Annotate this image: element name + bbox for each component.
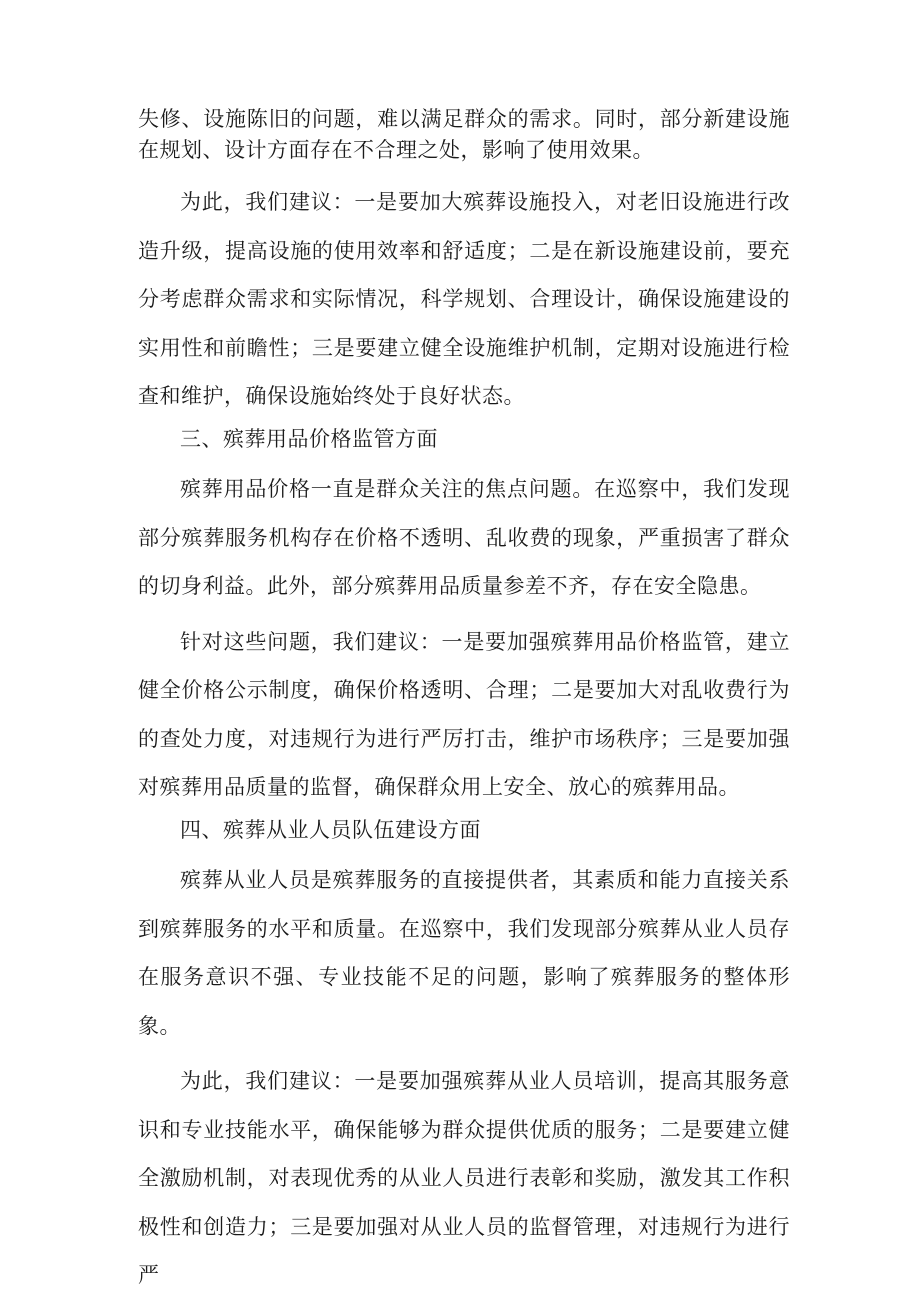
paragraph-staff-suggestions: 为此，我们建议：一是要加强殡葬从业人员培训，提高其服务意识和专业技能水平，确保能够为群众提供优质的服务；二是要建立健全激励机制，对表现优秀的从业人员进行表彰和奖励，激发其工作积极性和创造力；三是要加强对从业人员的监督管理，对违规行为进行严 [138,1069,790,1287]
section-heading-4: 四、殡葬从业人员队伍建设方面 [180,817,481,842]
paragraph-continued-text: 失修、设施陈旧的问题，难以满足群众的需求。同时，部分新建设施在规划、设计方面存在不合理之处，影响了使用效果。 [138,107,790,162]
paragraph-price-suggestions: 针对这些问题，我们建议：一是要加强殡葬用品价格监管，建立健全价格公示制度，确保价格透明、合理；二是要加大对乱收费行为的查处力度，对违规行为进行严厉打击，维护市场秩序；三是要加强对殡葬用品质量的监督，确保群众用上安全、放心的殡葬用品。 [138,629,790,799]
paragraph-facility-suggestions: 为此，我们建议：一是要加大殡葬设施投入，对老旧设施进行改造升级，提高设施的使用效率和舒适度；二是在新设施建设前，要充分考虑群众需求和实际情况，科学规划、合理设计，确保设施建设的实用性和前瞻性；三是要建立健全设施维护机制，定期对设施进行检查和维护，确保设施始终处于良好状态。 [138,190,790,408]
paragraph-price-issues: 殡葬用品价格一直是群众关注的焦点问题。在巡察中，我们发现部分殡葬服务机构存在价格不透明、乱收费的现象，严重损害了群众的切身利益。此外，部分殡葬用品质量参差不齐，存在安全隐患。 [138,477,790,598]
document-page [138,104,790,1300]
continued-paragraph-block [138,104,790,166]
paragraph-staff-issues: 殡葬从业人员是殡葬服务的直接提供者，其素质和能力直接关系到殡葬服务的水平和质量。在巡察中，我们发现部分殡葬从业人员存在服务意识不强、专业技能不足的问题，影响了殡葬服务的整体形象。 [138,868,790,1038]
section-heading-3: 三、殡葬用品价格监管方面 [180,426,438,451]
